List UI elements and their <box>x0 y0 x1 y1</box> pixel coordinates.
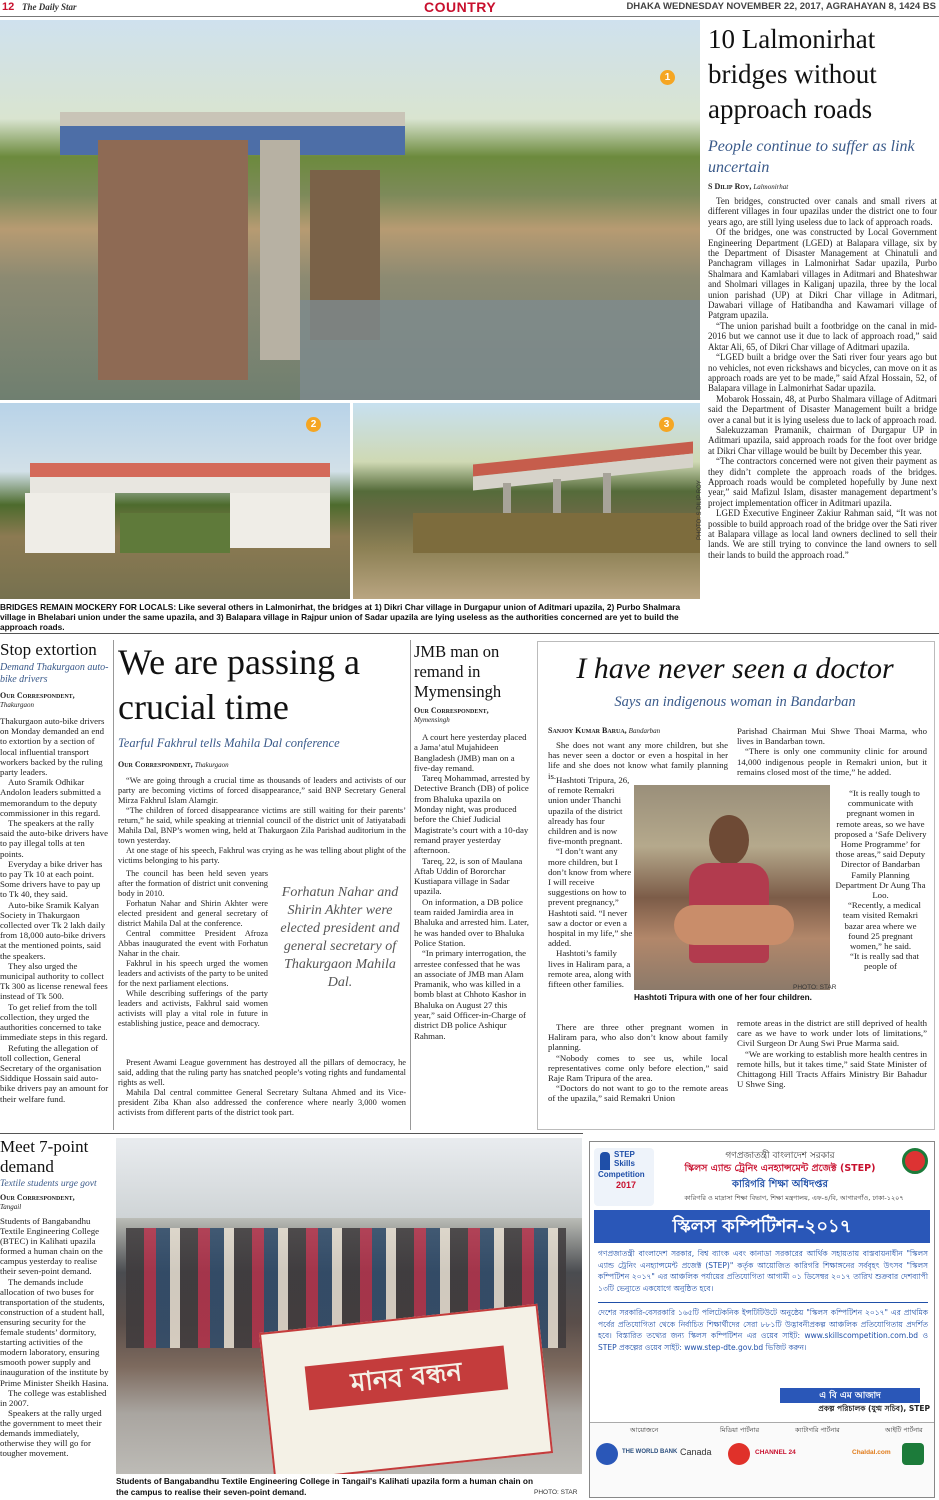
byline-name: Sanjoy Kumar Barua, <box>548 726 627 735</box>
bridges-subhead: People continue to suffer as link uncertain <box>708 138 915 176</box>
byline-name: Our Correspondent, <box>0 691 75 700</box>
jmb-byline <box>414 706 489 725</box>
byline-place: Thakurgaon <box>194 761 229 769</box>
crucial-byline <box>118 760 229 769</box>
paragraph: Ten bridges, constructed over canals and small rivers at different villages in four upazilas under the district one to four years ago, are still lying useless due to lack of approach roads. <box>708 196 937 227</box>
ad-directorate: কারিগরি শিক্ষা অধিদপ্তর <box>731 1179 828 1190</box>
govt-seal-icon <box>902 1148 928 1174</box>
paragraph: Present Awami League government has destroyed all the pillars of democracy, he said, adding that the ruling party has snatched people’s voting rights and fundamental rights as well. <box>118 1058 406 1087</box>
ad-footer <box>590 1422 935 1498</box>
sponsor-logo: Chaldal.com <box>852 1449 891 1456</box>
paragraph: “There is only one community clinic for around 14,000 indigenous people in Remakri union, but it remains closed most of the time,” he added. <box>737 746 927 777</box>
sponsor-logo: THE WORLD BANK <box>622 1449 678 1455</box>
page-number: 12 <box>2 1 15 13</box>
extortion-byline <box>0 691 110 710</box>
paragraph: LGED Executive Engineer Zakiur Rahman said, “It was not possible to build approach road of the bridge over the Sati river at Balapara village as local land owners declined to sell their lands. We are still trying to convince the land owners to sell their lands to build the approach road.” <box>708 508 937 560</box>
paragraph: “We are working to establish more health centres in remote hills, but it takes time,” said State Minister of Chittagong Hill Tracts Affairs Ministry Bir Bahadur U Shwe Sing. <box>737 1048 928 1090</box>
paragraph: There are three other pregnant women in Haliram para, who also don’t know about family planning. <box>548 1022 728 1053</box>
extortion-body <box>0 716 109 1104</box>
paragraph: The college was established in 2007. <box>0 1387 107 1408</box>
byline-name: S Dilip Roy, <box>708 182 752 191</box>
paragraph: The council has been held seven years after the formation of district unit convening body in 2010. <box>118 869 268 898</box>
bridges-headline: 10 Lalmonirhat bridges without approach roads <box>708 24 877 124</box>
masthead <box>0 0 939 16</box>
textile-caption: Students of Bangabandhu Textile Engineering College in Tangail's Kalihati upazila form a human chain on the campus to realise their seven-point demand. <box>116 1476 534 1497</box>
sponsor-logo: CHANNEL 24 <box>755 1449 796 1456</box>
jmb-body <box>414 732 530 1041</box>
doctor-col2-top <box>737 726 927 777</box>
byline-name: Our Correspondent, <box>414 706 489 715</box>
footer-label: আইটি পার্টনার <box>885 1426 923 1434</box>
photo-badge-3: 3 <box>659 417 674 432</box>
paragraph: Refuting the allegation of toll collection, General Secretary of the organisation Siddique Hossain said auto-bike drivers pay an amount for their welfare fund. <box>0 1042 109 1104</box>
section-name: COUNTRY <box>424 0 497 15</box>
footer-label: ক্যাটাগরি পার্টনার <box>795 1426 840 1434</box>
paragraph: “I don’t want any more children, but I don’t know from where I will receive suggestions on how to prevent pregnancy,” Hashtoti said. “I never saw a doctor or even a hospital in my life,” she added. <box>548 846 633 949</box>
crucial-tail <box>118 1058 406 1118</box>
paragraph: A court here yesterday placed a Jama’atul Mujahideen Bangladesh (JMB) man on a five-day remand. <box>414 732 527 773</box>
paragraph: Central committee President Afroza Abbas inaugurated the event with Forhatun Nahar in the chair. <box>118 929 268 958</box>
bridge-caption: BRIDGES REMAIN MOCKERY FOR LOCALS: Like several others in Lalmonirhat, the bridges at 1) Dikri Char village in Durgapur union of Aditmari upazila, 2) Purbo Shalmara village in Bhelabari union under the same upazila, and 3) Balapara village in Rajpur union of Sadar upazila are lying useless as the authorities concerned are yet to build the approach roads. <box>0 602 681 633</box>
paragraph: Forhatun Nahar and Shirin Akhter were elected president and general secretary of district Mahila Dal at the conference. <box>118 899 268 928</box>
ad-body-1: গণপ্রজাতন্ত্রী বাংলাদেশ সরকার, বিশ্ব ব্যাংক এবং কানাডা সরকারের আর্থিক সহায়তায় বাস্তবায়নাধীন "স্কিলস এ্যান্ড ট্রেনিং এনহ্যান্সমেন্ট প্রজেক্ট (STEP)" কর্তৃক আয়োজিত কারিগরি শিক্ষাঙ্গনের সর্ববৃহৎ উৎসব "স্কিলস কম্পিটিশন ২০১৭" এর আঞ্চলিক পর্যায়ের প্রতিযোগিতা আগামী ০১ ডিসেম্বর ২০১৭ তারিখ শুক্রবার দেশব্যাপী ১৩টি ভেন্যুতে একযোগে অনুষ্ঠিত হবে। <box>598 1249 928 1293</box>
doctor-caption: Hashtoti Tripura with one of her four children. <box>634 993 812 1002</box>
paragraph: “Doctors do not want to go to the remote areas of the upazila,” said Remakri Union <box>548 1083 728 1104</box>
paragraph: Speakers at the rally urged the government to meet their demands immediately, otherwise they will go for tougher movement. <box>0 1407 102 1459</box>
crucial-subhead: Tearful Fakhrul tells Mahila Dal conference <box>118 736 340 750</box>
paragraph: Mobarok Hossain, 48, at Purbo Shalmara village of Aditmari said the Department of Disaster Management built a bridge over a canal but it is lying useless due to lack of approach road. <box>708 393 937 425</box>
bridge-photo-credit: PHOTO: S DILIP ROY <box>697 480 703 540</box>
ad-address: কারিগরি ও মাদ্রাসা শিক্ষা বিভাগ, শিক্ষা মন্ত্রণালয়, এফ-৪/বি, আগারগাঁও, ঢাকা-১২০৭ <box>684 1194 904 1202</box>
crucial-lead <box>118 776 406 866</box>
doctor-headline: I have never seen a doctor <box>576 652 894 685</box>
textile-body <box>0 1216 110 1458</box>
byline-place: Tangail <box>0 1203 22 1211</box>
textile-photo <box>116 1138 582 1474</box>
ad-gov: গণপ্রজাতন্ত্রী বাংলাদেশ সরকার <box>725 1151 835 1161</box>
bridges-body <box>708 196 937 560</box>
paragraph: Hashtoti Tripura, 26, of remote Remakri union under Thanchi upazila of the district already has four children and is now five-month pregnant. <box>548 775 630 847</box>
media-logo-icon <box>728 1443 750 1465</box>
ad-divider <box>598 1302 928 1303</box>
paragraph: Mahila Dal central committee General Secretary Sultana Ahmed and its Vice-president Ziba Khan also addressed the conference where nearly 3,000 women activists from different parts of the district took part. <box>118 1088 406 1117</box>
doctor-col1-bottom <box>548 1022 728 1104</box>
bridge-photo-2 <box>0 403 350 599</box>
doctor-photo-credit: PHOTO: STAR <box>793 984 837 991</box>
paragraph: “LGED built a bridge over the Sati river four years ago but no vehicles, not even rickshaws and bicycles, can move on it as approach roads are yet to be made,” said Afzal Hossain, 52, of Balapara village in Lalmonirhat Sadar upazila. <box>708 352 937 394</box>
paragraph: “It is really sad that people of <box>850 951 919 972</box>
paragraph: Auto-bike Sramik Kalyan Society in Thakurgaon collected over Tk 2 lakh daily from 18,000 auto-bike drivers at the mentioned points, said the speakers. <box>0 899 106 961</box>
paragraph: “We are going through a crucial time as thousands of leaders and activists of our party are becoming victims of forced disappearance,” said BNP Secretary General Mirza Fakhrul Islam Alamgir. <box>118 776 406 805</box>
paragraph: “Nobody comes to see us, while local representatives come only before election,” said Raje Ram Tripura of the area. <box>548 1052 728 1084</box>
paragraph: To get relief from the toll collection, they urged the authorities concerned to take immediate steps in this regard. <box>0 1001 108 1043</box>
dateline: DHAKA WEDNESDAY NOVEMBER 22, 2017, AGRAHAYAN 8, 1424 BS <box>626 1 936 12</box>
step-logo <box>594 1148 654 1206</box>
textile-photo-credit: PHOTO: STAR <box>534 1489 578 1496</box>
extortion-headline: Stop extortion <box>0 640 97 659</box>
photo-badge-2: 2 <box>306 417 321 432</box>
paragraph: Everyday a bike driver has to pay Tk 10 at each point. Some drivers have to pay up to Tk 40, they said. <box>0 858 103 900</box>
paragraph: Thakurgaon auto-bike drivers on Monday demanded an end to extortion by a section of local influential transport workers backed by the ruling party leaders. <box>0 716 105 778</box>
byline-name: Our Correspondent, <box>0 1193 75 1202</box>
doctor-col2-bottom <box>737 1018 927 1089</box>
section-rule <box>0 633 939 634</box>
bridge-photo-1 <box>0 20 700 400</box>
paragraph: Students of Bangabandhu Textile Engineering College (BTEC) in Kalihati upazila formed a human chain on the campus yesterday to realise their seven-point demand. <box>0 1216 103 1277</box>
paragraph: While describing sufferings of the party leaders and activists, Fakhrul said women activists will play a vital role in future in establishing justice, peace and democracy. <box>118 989 268 1028</box>
ad-signatory-title: প্রকল্প পরিচালক (যুগ্ম সচিব), STEP <box>818 1404 930 1413</box>
paragraph: “In primary interrogation, the arrestee confessed that he was an associate of JMB man Alam Pramanik, who was killed in a bomb blast at Chhoto Kashor in Bhaluka on August 27 this year,” said Officer-in-Charge of district DB police Ashiqur Rahman. <box>414 948 527 1041</box>
textile-subhead: Textile students urge govt <box>0 1179 97 1189</box>
ad-signatory: এ বি এম আজাদ <box>780 1388 920 1403</box>
logo-line-2: Skills <box>614 1159 635 1168</box>
ad-box[interactable] <box>589 1141 935 1498</box>
footer-label: মিডিয়া পার্টনার <box>720 1426 760 1434</box>
paragraph: Tareq Mohammad, arrested by Detective Branch (DB) of police from Bhaluka upazila on Monday night, was produced before the Chief Judicial Magistrate’s court with a 10-day remand prayer yesterday afternoon. <box>414 773 530 856</box>
sponsor-logo: Canada <box>680 1447 712 1457</box>
sponsor-seal-icon <box>596 1443 618 1465</box>
paragraph: At one stage of his speech, Fakhrul was crying as he was telling about plight of the victims belonging to his party. <box>118 846 406 865</box>
logo-line-1: STEP <box>614 1150 635 1159</box>
photo-badge-1: 1 <box>660 70 675 85</box>
paragraph: Fakhrul in his speech urged the women leaders and activists of the party to be united for the next parliament elections. <box>118 959 268 988</box>
paragraph: remote areas in the district are still deprived of health care as we have to work under lots of limitations,” Civil Surgeon Dr Aung Swi Prue Marma said. <box>737 1018 927 1049</box>
paragraph: The demands include allocation of two buses for transportation of the students, construction of a student hall, ensuring security for the female students’ dormitory, starting activities of the modern laboratory, ensuring smooth power supply and inauguration of the institute by Prime Minister Sheikh Hasina. <box>0 1276 109 1388</box>
paragraph: They also urged the municipal authority to collect Tk 300 as license renewal fees instead of Tk 500. <box>0 960 108 1002</box>
paragraph: Auto Sramik Odhikar Andolon leaders submitted a memorandum to the deputy commissioner in this regard. <box>0 777 101 818</box>
paper-name: The Daily Star <box>22 2 77 12</box>
protest-banner <box>259 1304 553 1474</box>
paragraph: Parishad Chairman Mui Shwe Thoai Marma, who lives in Bandarban town. <box>737 726 927 747</box>
textile-byline <box>0 1193 75 1212</box>
textile-headline: Meet 7-point demand <box>0 1137 89 1176</box>
doctor-col1-narrow <box>548 775 634 989</box>
ad-project: স্কিলস এ্যান্ড ট্রেনিং এনহ্যান্সমেন্ট প্রজেক্ট (STEP) <box>684 1163 876 1174</box>
byline-place: Lalmonirhat <box>753 183 789 191</box>
bridge-photo-3 <box>353 403 700 599</box>
paragraph: Hashtoti’s family lives in Haliram para, a remote area, along with fifteen other families. <box>548 948 632 990</box>
protest-banner-text: মানব বন্ধন <box>349 1357 464 1399</box>
paragraph: “The union parishad built a footbridge on the canal in mid-2016 but we cannot use it due to lack of approach road,” said Aktar Ali, 65, of Dikri Char village of Aditmari upazila. <box>708 320 937 352</box>
ad-title: স্কিলস কম্পিটিশন-২০১৭ <box>594 1210 930 1243</box>
paragraph: The speakers at the rally said the auto-bike drivers have to pay illegal tolls at ten points. <box>0 818 108 859</box>
paragraph: Salekuzzaman Pramanik, chairman of Durgapur UP in Aditmari upazila, said approach roads for the foot over bridge at Dikri Char village would be built by December this year. <box>708 424 937 456</box>
byline-place: Mymensingh <box>414 716 450 724</box>
footer-label: আয়োজনে <box>630 1426 659 1434</box>
doctor-byline <box>548 726 660 735</box>
byline-place: Thakurgaon <box>0 701 34 709</box>
doctor-photo <box>634 785 830 990</box>
paragraph: Tareq, 22, is son of Maulana Aftab Uddin of Bororchar Kustiapara village in Sadar upazila. <box>414 855 523 897</box>
crucial-narrow-body <box>118 869 268 1029</box>
paragraph: Of the bridges, one was constructed by Local Government Engineering Department (LGED) at Balapara village, six by the Department of Disaster Management at Chinatuli and Panchagram villages in Lalmonirhat Sadar upazila, Purbo Shalmara and Kamlabari villages in Aditmari and Bhateshwar and Sholmari villages in Kaliganj upazila, three by the local union parishad (UP) at Dikri Char village in Aditmari, Dawabari village of Hatibandha and Kawamari village of Patgram upazila. <box>708 227 937 321</box>
bridges-byline <box>708 182 788 191</box>
ad-body-2: দেশের সরকারি-বেসরকারি ১৬৫টি পলিটেকনিক ইন্সটিটিউটে অনুষ্ঠেয় "স্কিলস কম্পিটিশন ২০১৭" এর প্রাথমিক পর্বের প্রতিযোগিতা থেকে নির্বাচিত শিক্ষার্থীদের সেরা ৮৮১টি উদ্ভাবনীপ্রকল্প আঞ্চলিক প্রতিযোগিতায় প্রদর্শিত হবে। বিস্তারিত তথ্যের জন্য স্কিলস কম্পিটিশন এর ওয়েব সাইট: www.skillscompetition.com.bd ও STEP প্রকল্পের ওয়েব সাইট: www.step-dte.gov.bd ভিজিট করুন। <box>598 1308 928 1352</box>
logo-line-4: 2017 <box>616 1180 637 1190</box>
doctor-subhead: Says an indigenous woman in Bandarban <box>614 694 856 710</box>
logo-line-3: Competition <box>598 1170 645 1179</box>
crucial-pullquote: Forhatun Nahar and Shirin Akhter were elected president and general secretary of Thakurgaon Mahila Dal. <box>280 885 400 990</box>
doctor-col2-narrow <box>834 788 927 972</box>
crucial-headline: We are passing a crucial time <box>118 642 360 727</box>
masthead-rule <box>0 16 939 17</box>
paragraph: “The children of forced disappearance victims are still waiting for their parents’ return,” he said, while speaking at triennial council of the district unit of Jatiyatabadi Mahila Dal, BNP’s women wing, held at Thakurgaon Zila Parishad auditorium in the town yesterday. <box>118 806 406 845</box>
trophy-icon <box>600 1152 610 1170</box>
paragraph: “The contractors concerned were not given their payment as they didn’t complete the approach roads of the bridges. Approach roads would be completed hopefully by June next year,” said Mafizul Islam, disaster management department’s project implementation officer in Aditmari upazila. <box>708 456 937 508</box>
it-logo-icon <box>902 1443 924 1465</box>
byline-place: Bandarban <box>628 727 661 735</box>
jmb-headline: JMB man on remand in Mymensingh <box>414 642 502 701</box>
paragraph: “Recently, a medical team visited Remakri bazar area where we found 25 pregnant women,” he said. <box>842 900 921 952</box>
paragraph: On information, a DB police team raided Jamirdia area in Bhaluka and arrested him. Later, he was handed over to Bhaluka Police Station. <box>414 896 529 948</box>
byline-name: Our Correspondent, <box>118 760 193 769</box>
paragraph: She does not want any more children, but she has never seen a doctor or even a hospital in her life and she does not know what family planning is. <box>548 740 728 781</box>
extortion-subhead: Demand Thakurgaon auto-bike drivers <box>0 662 109 685</box>
paragraph: “It is really tough to communicate with pregnant women in remote areas, so we have proposed a ‘Safe Delivery Home Programme’ for those areas,” said Deputy Director of Bandarban Family Planning Department Dr Aung Tha Loo. <box>834 788 927 901</box>
